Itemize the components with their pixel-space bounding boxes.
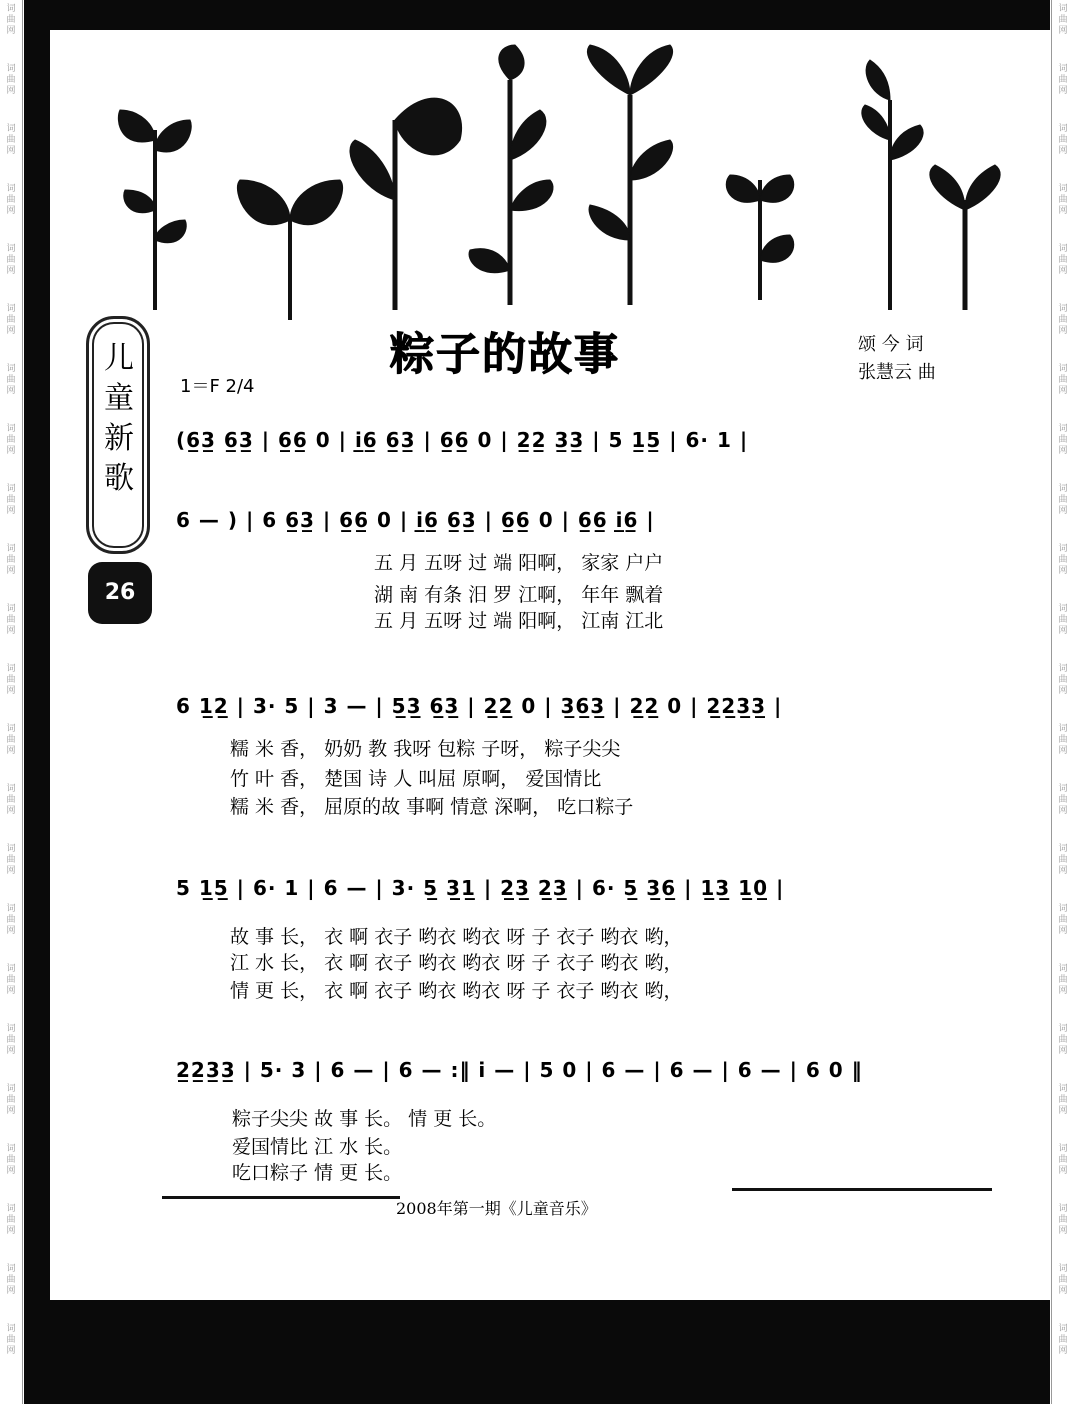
notation-line-1: (6̲3̲ 6̲3̲ | 6̲6̲ 0 | i̲6̲ 6̲3̲ | 6̲6̲ 0 | 2̲2̲ 3̲3̲ | 5 1̲5̲ | 6· 1 | xyxy=(176,428,749,452)
notation-line-3: 6 1̲2̲ | 3· 5 | 3 — | 5̲3̲ 6̲3̲ | 2̲2̲ 0 | 3̲6̲3̲ | 2̲2̲ 0 | 2̲2̲3̲3̲ | xyxy=(176,694,783,718)
lyric-line: 情 更 长， 衣 啊 衣子 哟衣 哟衣 呀 子 衣子 哟衣 哟， xyxy=(230,980,683,1002)
watermark-mark: 词 曲 网 xyxy=(1058,484,1068,516)
watermark-mark: 词 曲 网 xyxy=(6,4,16,36)
page-number: 26 xyxy=(88,562,152,624)
watermark-mark: 词 曲 网 xyxy=(1058,664,1068,696)
watermark-mark: 词 曲 网 xyxy=(1058,1144,1068,1176)
watermark-mark: 词 曲 网 xyxy=(1058,964,1068,996)
lyric-line: 五 月 五呀 过 端 阳啊， 江南 江北 xyxy=(374,610,664,632)
watermark-strip-left xyxy=(0,0,23,1404)
watermark-mark: 词 曲 网 xyxy=(1058,64,1068,96)
lyric-line: 竹 叶 香， 楚国 诗 人 叫屈 原啊， 爱国情比 xyxy=(230,768,602,790)
watermark-mark: 词 曲 网 xyxy=(6,1144,16,1176)
watermark-mark: 词 曲 网 xyxy=(6,604,16,636)
series-label: 儿童新歌 xyxy=(104,341,134,496)
watermark-mark: 词 曲 网 xyxy=(6,424,16,456)
scan-border-top xyxy=(24,0,1050,30)
lyric-line: 爱国情比 江 水 长。 xyxy=(232,1136,403,1158)
watermark-mark: 词 曲 网 xyxy=(1058,724,1068,756)
watermark-mark: 词 曲 网 xyxy=(6,964,16,996)
lyric-line: 故 事 长， 衣 啊 衣子 哟衣 哟衣 呀 子 衣子 哟衣 哟， xyxy=(230,926,683,948)
lyric-line: 糯 米 香， 屈原的故 事啊 情意 深啊， 吃口粽子 xyxy=(230,796,634,818)
lyric-line: 五 月 五呀 过 端 阳啊， 家家 户户 xyxy=(374,552,664,574)
watermark-mark: 词 曲 网 xyxy=(6,1024,16,1056)
watermark-mark: 词 曲 网 xyxy=(1058,904,1068,936)
watermark-mark: 词 曲 网 xyxy=(6,124,16,156)
watermark-mark: 词 曲 网 xyxy=(6,1204,16,1236)
watermark-mark: 词 曲 网 xyxy=(1058,784,1068,816)
watermark-mark: 词 曲 网 xyxy=(1058,244,1068,276)
watermark-mark: 词 曲 网 xyxy=(6,1324,16,1356)
watermark-mark: 词 曲 网 xyxy=(6,1264,16,1296)
watermark-mark: 词 曲 网 xyxy=(1058,364,1068,396)
watermark-mark: 词 曲 网 xyxy=(6,244,16,276)
watermark-mark: 词 曲 网 xyxy=(1058,1024,1068,1056)
song-title: 粽子的故事 xyxy=(390,329,620,380)
lyricist-credit: 颂 今 词 xyxy=(858,334,924,355)
scan-border-left xyxy=(24,0,50,1404)
watermark-mark: 词 曲 网 xyxy=(1058,1324,1068,1356)
series-badge xyxy=(86,316,150,554)
notation-line-2: 6 — ) | 6 6̲3̲ | 6̲6̲ 0 | i̲6̲ 6̲3̲ | 6̲6̲ 0 | 6̲6̲ i̲6̲ | xyxy=(176,508,655,532)
watermark-mark: 词 曲 网 xyxy=(6,184,16,216)
watermark-mark: 词 曲 网 xyxy=(1058,1264,1068,1296)
watermark-strip-right xyxy=(1051,0,1074,1404)
watermark-mark: 词 曲 网 xyxy=(1058,1204,1068,1236)
watermark-mark: 词 曲 网 xyxy=(6,784,16,816)
watermark-mark: 词 曲 网 xyxy=(6,844,16,876)
watermark-mark: 词 曲 网 xyxy=(6,724,16,756)
source-footer: 2008年第一期《儿童音乐》 xyxy=(396,1199,597,1218)
watermark-mark: 词 曲 网 xyxy=(1058,844,1068,876)
scan-border-bottom xyxy=(24,1300,1050,1404)
key-signature: 1＝F 2/4 xyxy=(180,376,255,397)
watermark-mark: 词 曲 网 xyxy=(6,544,16,576)
watermark-mark: 词 曲 网 xyxy=(6,904,16,936)
watermark-mark: 词 曲 网 xyxy=(6,664,16,696)
watermark-mark: 词 曲 网 xyxy=(1058,124,1068,156)
watermark-mark: 词 曲 网 xyxy=(6,484,16,516)
lyric-line: 糯 米 香， 奶奶 教 我呀 包粽 子呀， 粽子尖尖 xyxy=(230,738,621,760)
notation-line-5: 2̲2̲3̲3̲ | 5· 3 | 6 — | 6 — :‖ i — | 5 0 | 6 — | 6 — | 6 — | 6 0 ‖ xyxy=(176,1058,863,1082)
watermark-mark: 词 曲 网 xyxy=(1058,544,1068,576)
lyric-line: 吃口粽子 情 更 长。 xyxy=(232,1162,403,1184)
watermark-mark: 词 曲 网 xyxy=(1058,4,1068,36)
footer-rule-right xyxy=(732,1188,992,1191)
watermark-mark: 词 曲 网 xyxy=(1058,184,1068,216)
lyric-line: 江 水 长， 衣 啊 衣子 哟衣 哟衣 呀 子 衣子 哟衣 哟， xyxy=(230,952,683,974)
watermark-mark: 词 曲 网 xyxy=(1058,604,1068,636)
watermark-mark: 词 曲 网 xyxy=(1058,424,1068,456)
watermark-mark: 词 曲 网 xyxy=(6,64,16,96)
notation-line-4: 5 1̲5̲ | 6· 1 | 6 — | 3· 5̲ 3̲1̲ | 2̲3̲ 2̲3̲ | 6· 5̲ 3̲6̲ | 1̲3̲ 1̲0̲ | xyxy=(176,876,785,900)
watermark-mark: 词 曲 网 xyxy=(6,1084,16,1116)
sprout-illustration xyxy=(90,40,1020,330)
lyric-line: 粽子尖尖 故 事 长。 情 更 长。 xyxy=(232,1108,497,1130)
watermark-mark: 词 曲 网 xyxy=(6,304,16,336)
watermark-mark: 词 曲 网 xyxy=(1058,304,1068,336)
lyric-line: 湖 南 有条 汨 罗 江啊， 年年 飘着 xyxy=(374,584,664,606)
composer-credit: 张慧云 曲 xyxy=(858,362,936,383)
watermark-mark: 词 曲 网 xyxy=(1058,1084,1068,1116)
watermark-mark: 词 曲 网 xyxy=(6,364,16,396)
footer-rule-left xyxy=(162,1196,400,1199)
